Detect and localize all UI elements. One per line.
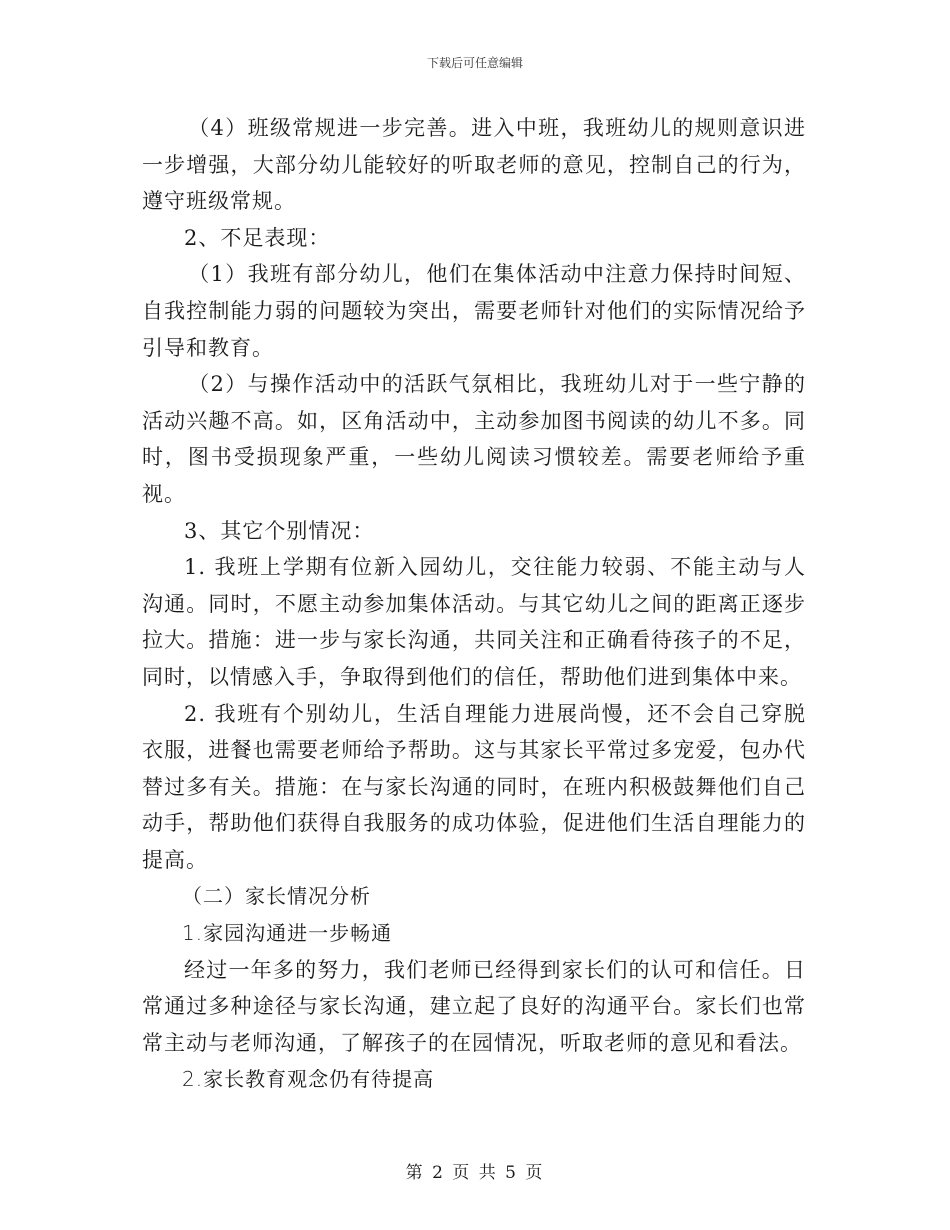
section-heading-parent-analysis: （二）家长情况分析 — [182, 884, 371, 909]
section-heading-shortcomings: 2、不足表现： — [184, 225, 331, 250]
document-body — [142, 110, 806, 1098]
paragraph-attention-issue: （1）我班有部分幼儿，他们在集体活动中注意力保持时间短、自我控制能力弱的问题较为突出，需要老师针对他们的实际情况给予引导和教育。 — [142, 262, 806, 360]
subheading-parent-education: 2.家长教育观念仍有待提高 — [182, 1067, 435, 1092]
paragraph-self-care: 2. 我班有个别幼儿，生活自理能力进展尚慢，还不会自己穿脱衣服，进餐也需要老师给予帮助。这与其家长平常过多宠爱，包办代替过多有关。措施：在与家长沟通的同时，在班内积极鼓舞他们自己动手，帮助他们获得自我服务的成功体验，促进他们生活自理能力的提高。 — [142, 701, 806, 872]
subheading-home-school-communication: 1.家园沟通进一步畅通 — [182, 921, 393, 946]
paragraph-class-routine: （4）班级常规进一步完善。进入中班，我班幼儿的规则意识进一步增强，大部分幼儿能较好的听取老师的意见，控制自己的行为，遵守班级常规。 — [142, 116, 806, 214]
section-heading-individual-cases: 3、其它个别情况： — [184, 518, 375, 543]
page-number: 第 2 页 共 5 页 — [405, 1163, 545, 1183]
paragraph-new-child: 1. 我班上学期有位新入园幼儿，交往能力较弱、不能主动与人沟通。同时，不愿主动参加集体活动。与其它幼儿之间的距离正逐步拉大。措施：进一步与家长沟通，共同关注和正确看待孩子的不足，同时，以情感入手，争取得到他们的信任，帮助他们进到集体中来。 — [142, 555, 806, 689]
page-header: 下载后可任意编辑 — [426, 56, 523, 70]
paragraph-quiet-activities: （2）与操作活动中的活跃气氛相比，我班幼儿对于一些宁静的活动兴趣不高。如，区角活动中，主动参加图书阅读的幼儿不多。同时，图书受损现象严重，一些幼儿阅读习惯较差。需要老师给予重视。 — [142, 372, 806, 506]
paragraph-communication-platform: 经过一年多的努力，我们老师已经得到家长们的认可和信任。日常通过多种途径与家长沟通，建立起了良好的沟通平台。家长们也常常主动与老师沟通，了解孩子的在园情况，听取老师的意见和看法。 — [142, 957, 806, 1055]
